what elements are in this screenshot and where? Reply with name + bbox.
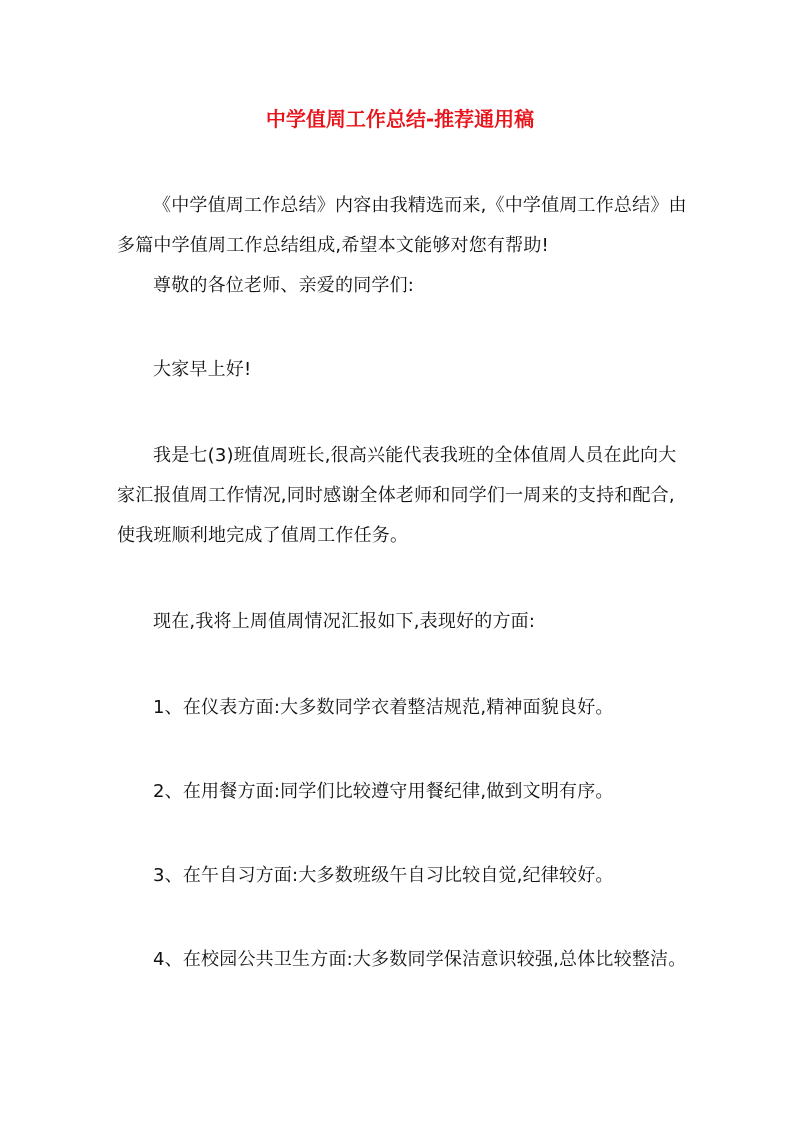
greeting-paragraph: 大家早上好!: [153, 359, 252, 380]
list-item-appearance: 1、在仪表方面:大多数同学衣着整洁规范,精神面貌良好。: [153, 697, 614, 718]
list-item-dining: 2、在用餐方面:同学们比较遵守用餐纪律,做到文明有序。: [153, 781, 614, 802]
report-intro-paragraph: 现在,我将上周值周情况汇报如下,表现好的方面:: [153, 611, 536, 632]
salutation-paragraph: 尊敬的各位老师、亲爱的同学们:: [153, 275, 415, 296]
intro-paragraph: 《中学值周工作总结》内容由我精选而来,《中学值周工作总结》由多篇中学值周工作总结组成,希望本文能够对您有帮助!: [117, 195, 687, 256]
document-title: 中学值周工作总结-推荐通用稿: [265, 107, 535, 131]
introduction-paragraph: 我是七(3)班值周班长,很高兴能代表我班的全体值周人员在此向大家汇报值周工作情况,同时感谢全体老师和同学们一周来的支持和配合,使我班顺利地完成了值周工作任务。: [117, 445, 677, 546]
list-item-campus-hygiene: 4、在校园公共卫生方面:大多数同学保洁意识较强,总体比较整洁。: [153, 949, 687, 970]
list-item-noon-study: 3、在午自习方面:大多数班级午自习比较自觉,纪律较好。: [153, 865, 614, 886]
